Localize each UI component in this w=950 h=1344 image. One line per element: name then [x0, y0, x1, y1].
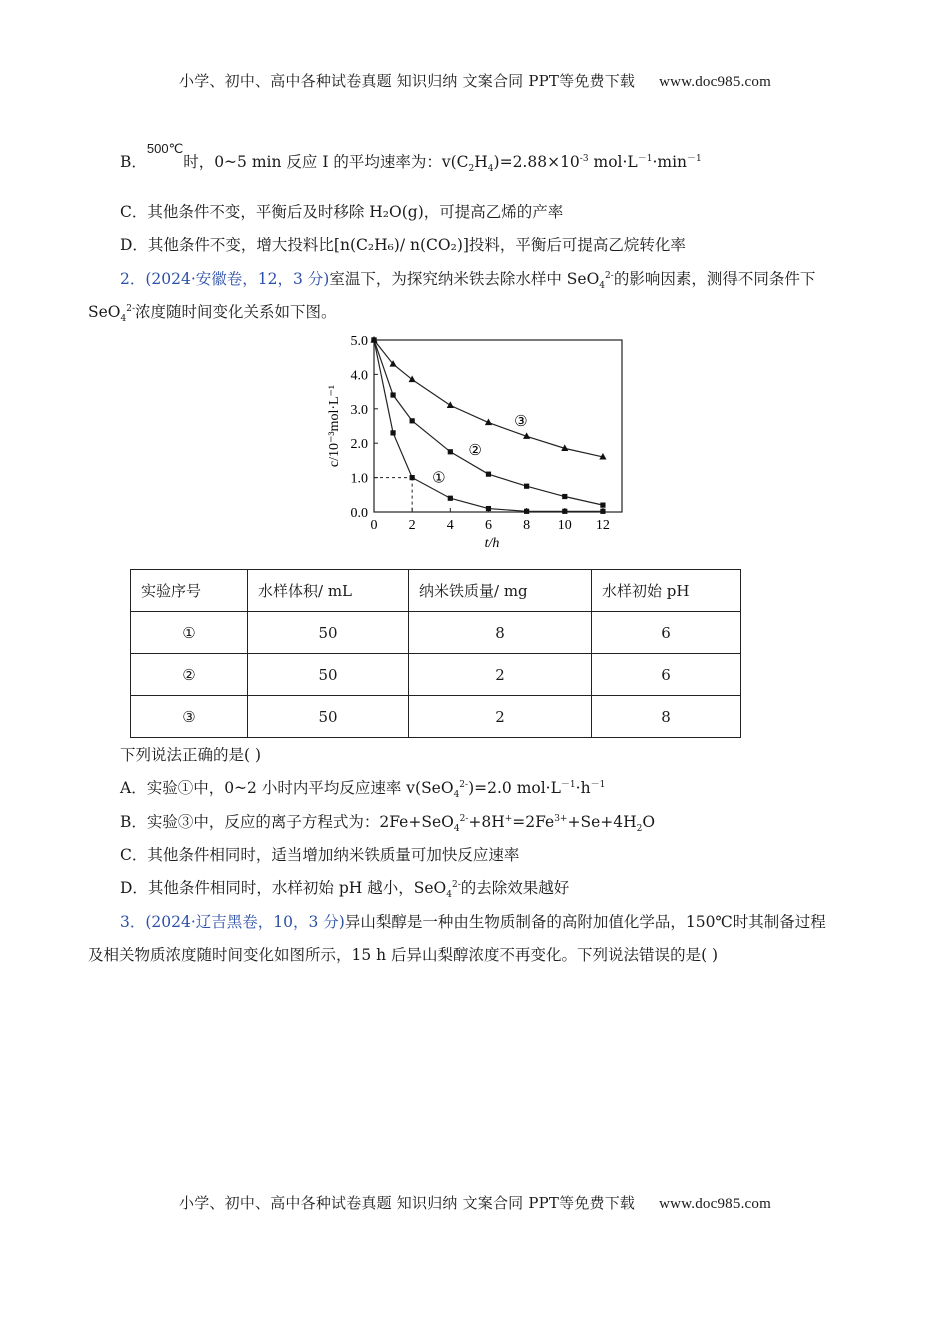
data-point — [409, 376, 416, 383]
table-cell: 6 — [592, 654, 741, 696]
footer-text: 小学、初中、高中各种试卷真题 知识归纳 文案合同 PPT等免费下载 — [179, 1194, 636, 1212]
x-tick-label: 6 — [484, 518, 492, 533]
y-tick-label: 0.0 — [350, 506, 368, 521]
concentration-chart — [320, 328, 640, 564]
x-tick-label: 8 — [523, 518, 531, 533]
table-cell: 2 — [409, 696, 592, 738]
q2-option-b: B．实验③中，反应的离子方程式为：$2Fe+SeO_4^{2-}+8H^+=2Fe^{3+}+Se+4H_2O$ — [120, 813, 656, 835]
table-cell: ① — [131, 612, 248, 654]
table-row — [131, 654, 741, 696]
data-point — [486, 472, 491, 477]
data-point — [390, 430, 395, 435]
q3-stem-line2: 及相关物质浓度随时间变化如图所示，15 h 后异山梨醇浓度不再变化。下列说法错误的是( ) — [88, 946, 719, 964]
header-text: 小学、初中、高中各种试卷真题 知识归纳 文案合同 PPT等免费下载 — [179, 72, 636, 90]
q1-option-d: D．其他条件不变，增大投料比[n(C₂H₆)/ n(CO₂)]投料，平衡后可提高乙烷转化率 — [120, 236, 686, 254]
footer-site[interactable]: www.doc985.com — [659, 1196, 771, 1212]
data-point — [390, 392, 395, 397]
table-header-cell: 水样体积/ mL — [248, 570, 409, 612]
q1-option-b: B．$^{500℃}$时，0~5 min 反应 I 的平均速率为：$v(C_2H_4)=2.88\times 10^{-3}$ $mol\cdot L^{-1}\cdot\min^{-1}$ — [120, 141, 702, 175]
x-tick-label: 4 — [446, 518, 454, 533]
x-axis-label: t/h — [484, 536, 500, 551]
series-line — [374, 340, 603, 460]
series-label: ③ — [514, 411, 528, 430]
data-point — [600, 503, 605, 508]
x-tick-label: 10 — [557, 518, 572, 533]
table-cell: 50 — [248, 696, 409, 738]
data-point — [448, 449, 453, 454]
data-point — [410, 418, 415, 423]
data-point — [448, 496, 453, 501]
table-header-cell: 实验序号 — [131, 570, 248, 612]
table-cell: ② — [131, 654, 248, 696]
table-header-cell: 水样初始 pH — [592, 570, 741, 612]
table-cell: 50 — [248, 612, 409, 654]
q3-stem-line1: 3．(2024·辽吉黑卷，10，3 分)异山梨醇是一种由生物质制备的高附加值化学品，150℃时其制备过程 — [120, 913, 826, 931]
table-cell: ③ — [131, 696, 248, 738]
y-tick-label: 3.0 — [350, 402, 368, 418]
table-cell: 6 — [592, 612, 741, 654]
temp-label: 500℃ — [146, 141, 184, 156]
q2-option-d: D．其他条件相同时，水样初始 pH 越小，SeO$_4^{2-}$的去除效果越好 — [120, 879, 570, 901]
table-cell: 50 — [248, 654, 409, 696]
table-row — [131, 696, 741, 738]
x-tick-label: 12 — [595, 518, 610, 533]
y-tick-label: 2.0 — [350, 437, 368, 453]
data-point — [562, 509, 567, 514]
q2-stem-line1: 2．(2024·安徽卷，12，3 分)室温下，为探究纳米铁去除水样中 SeO$_4^{2-}$的影响因素，测得不同条件下 — [120, 270, 816, 292]
y-tick-label: 4.0 — [350, 368, 368, 384]
series-label: ① — [432, 468, 446, 487]
data-point — [410, 475, 415, 480]
header-site[interactable]: www.doc985.com — [659, 74, 771, 90]
page-footer — [0, 1192, 950, 1213]
x-tick-label: 0 — [370, 518, 378, 533]
x-tick-label: 2 — [408, 518, 416, 533]
experiment-table — [130, 569, 741, 738]
q1-option-c: C．其他条件不变，平衡后及时移除 H₂O(g)，可提高乙烯的产率 — [120, 203, 564, 221]
q2-stem-line2: SeO$_4^{2-}$浓度随时间变化关系如下图。 — [88, 303, 337, 325]
y-tick-label: 5.0 — [350, 334, 368, 349]
table-header-cell: 纳米铁质量/ mg — [409, 570, 592, 612]
data-point — [486, 506, 491, 511]
table-cell: 2 — [409, 654, 592, 696]
q2-option-c: C．其他条件相同时，适当增加纳米铁质量可加快反应速率 — [120, 846, 520, 864]
data-point — [524, 484, 529, 489]
y-axis-label: c/10⁻³mol·L⁻¹ — [327, 384, 342, 468]
table-row — [131, 612, 741, 654]
y-tick-label: 1.0 — [350, 471, 368, 487]
data-point — [600, 509, 605, 514]
data-point — [447, 401, 454, 408]
table-cell: 8 — [409, 612, 592, 654]
table-cell: 8 — [592, 696, 741, 738]
q2-option-a: A．实验①中，0~2 小时内平均反应速率 v(SeO$_4^{2-}$)=2.0 $mol\cdot L^{-1}\cdot h^{-1}$ — [120, 779, 606, 801]
page-header — [0, 70, 950, 91]
q2-ask: 下列说法正确的是( ) — [120, 746, 262, 764]
data-point — [562, 494, 567, 499]
table-header-row — [131, 570, 741, 612]
series-label: ② — [468, 441, 482, 460]
data-point — [524, 509, 529, 514]
series-line — [374, 340, 603, 511]
